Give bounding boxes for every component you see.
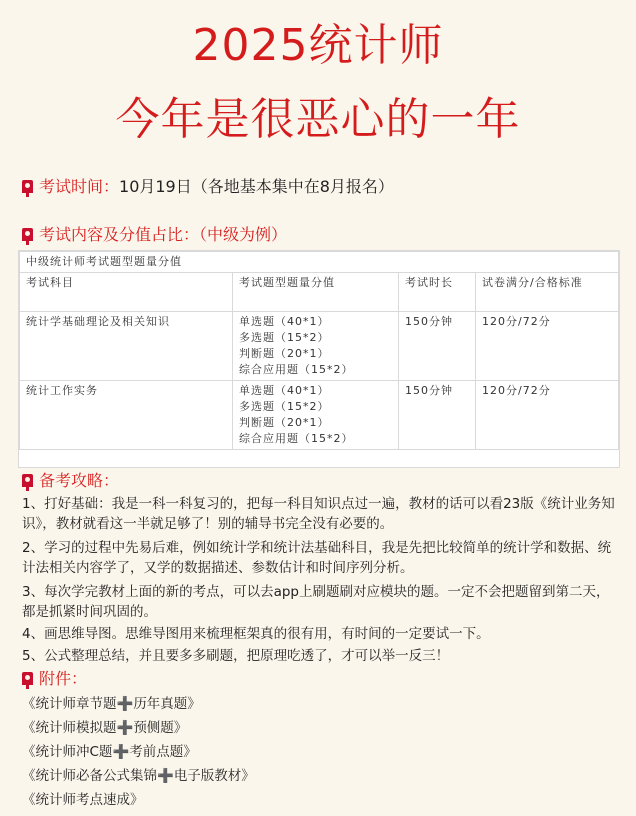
duration-cell: 150分钟 <box>399 381 476 450</box>
duration-cell: 150分钟 <box>399 312 476 381</box>
strategy-item-1: 1、打好基础：我是一科一科复习的，把每一科目知识点过一遍，教材的话可以看23版《统计业务知识》，教材就看这一半就足够了！别的辅导书完全没有必要的。 <box>22 496 615 532</box>
attachment-text: 《统计师模拟题 <box>22 720 117 736</box>
table-row <box>20 381 619 450</box>
exam-content-label: 考试内容及分值占比：（中级为例） <box>39 225 288 244</box>
question-line: 综合应用题（15*2） <box>239 363 354 376</box>
attachment-item <box>22 718 187 738</box>
attachment-text: 《统计师考点速成》 <box>22 792 144 808</box>
attachment-item <box>22 742 197 762</box>
score-cell: 120分/72分 <box>476 381 619 450</box>
strategy-item-4: 4、画思维导图。思维导图用来梳理框架真的很有用，有时间的一定要试一下。 <box>22 626 490 642</box>
strategy-label: 备考攻略： <box>39 471 120 490</box>
table-caption: 中级统计师考试题型题量分值 <box>20 252 619 273</box>
question-line: 综合应用题（15*2） <box>239 432 354 445</box>
attachments-section <box>22 668 87 690</box>
exam-time-value: 10月19日（各地基本集中在8月报名） <box>119 177 394 196</box>
plus-icon: ➕ <box>157 768 174 784</box>
score-cell: 120分/72分 <box>476 312 619 381</box>
attachment-text: 电子版教材》 <box>173 768 255 784</box>
table-header: 考试时长 <box>399 273 476 312</box>
question-line: 多选题（15*2） <box>239 331 330 344</box>
questions-cell <box>233 381 399 450</box>
exam-time-label: 考试时间： <box>39 177 120 196</box>
plus-icon: ➕ <box>116 696 134 712</box>
questions-cell <box>233 312 399 381</box>
table-header: 试卷满分/合格标准 <box>476 273 619 312</box>
strategy-item-2: 2、学习的过程中先易后难，例如统计学和统计法基础科目，我是先把比较简单的统计学和数据、统计法相关内容学了，又学的数据描述、参数估计和时间序列分析。 <box>22 540 612 576</box>
pushpin-icon <box>22 672 33 685</box>
attachment-item <box>22 790 144 810</box>
plus-icon: ➕ <box>112 744 130 760</box>
pushpin-icon <box>22 180 33 193</box>
strategy-section <box>22 470 119 492</box>
pushpin-icon <box>22 228 33 241</box>
exam-table <box>18 250 620 468</box>
table-header: 考试题型题量分值 <box>233 273 399 312</box>
pushpin-icon <box>22 474 33 487</box>
attachment-text: 考前点题》 <box>129 744 197 760</box>
question-line: 单选题（40*1） <box>239 315 330 328</box>
title-line-2: 今年是很恶心的一年 <box>115 94 521 145</box>
question-line: 判断题（20*1） <box>239 416 330 429</box>
exam-time-section <box>22 176 394 198</box>
attachments-label: 附件： <box>39 669 88 688</box>
table-header: 考试科目 <box>20 273 233 312</box>
attachment-text: 预侧题》 <box>133 720 188 736</box>
attachment-text: 《统计师必备公式集锦 <box>22 768 157 784</box>
attachment-text: 《统计师章节题 <box>22 696 117 712</box>
question-line: 多选题（15*2） <box>239 400 330 413</box>
attachment-text: 《统计师冲C题 <box>22 744 113 760</box>
subject-cell: 统计学基础理论及相关知识 <box>20 312 233 381</box>
attachment-item <box>22 766 255 786</box>
title-line-1: 2025统计师 <box>192 20 444 71</box>
plus-icon: ➕ <box>116 720 134 736</box>
question-line: 判断题（20*1） <box>239 347 330 360</box>
strategy-item-5: 5、公式整理总结，并且要多多刷题，把原理吃透了，才可以举一反三！ <box>22 648 450 664</box>
question-line: 单选题（40*1） <box>239 384 330 397</box>
attachment-item <box>22 694 201 714</box>
exam-content-section <box>22 224 287 246</box>
table-row <box>20 312 619 381</box>
strategy-item-3: 3、每次学完教材上面的新的考点，可以去app上刷题刷对应模块的题。一定不会把题留到第二天，都是抓紧时间巩固的。 <box>22 584 610 620</box>
subject-cell: 统计工作实务 <box>20 381 233 450</box>
attachment-text: 历年真题》 <box>133 696 201 712</box>
